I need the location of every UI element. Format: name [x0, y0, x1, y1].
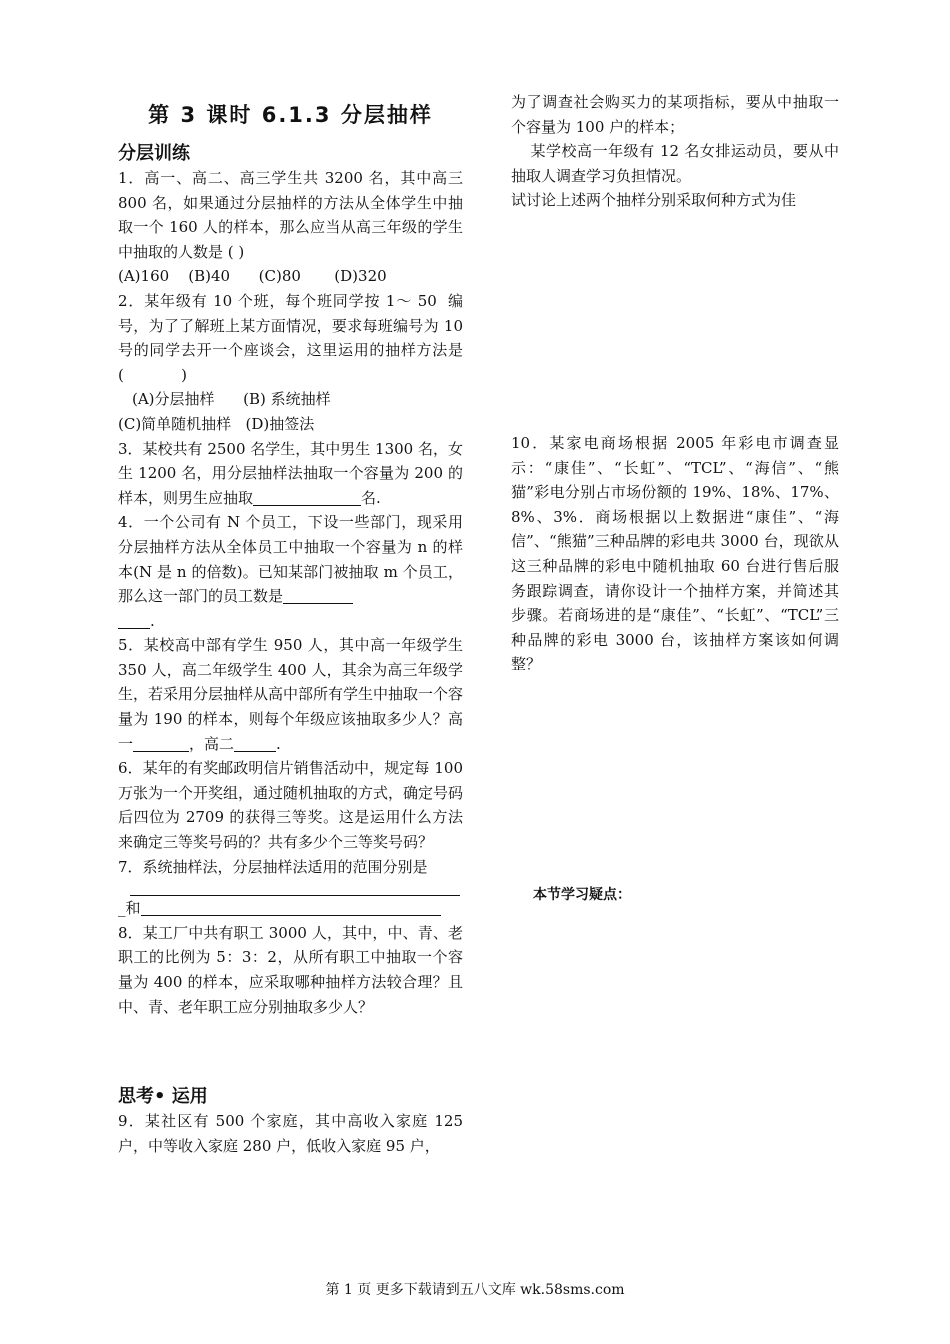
question-6: 6．某年的有奖邮政明信片销售活动中，规定每 100 万张为一个开奖组，通过随机抽取的方式，确定号码后四位为 2709 的获得三等奖。这是运用什么方法来确定三等奖号码的？共有多少个三等奖号码？: [118, 759, 464, 852]
answer-blank[interactable]: [130, 879, 460, 896]
question-9-continued: 为了调查社会购买力的某项指标，要从中抽取一个容量为 100 户的样本；: [511, 93, 839, 136]
question-4-text: 4．一个公司有 N 个员工，下设一些部门，现采用分层抽样方法从全体员工中抽取一个容量为 n 的样本(N 是 n 的倍数)。已知某部门被抽取 m 个员工，那么这一部门的员工数是: [118, 513, 463, 606]
page-footer: 第 1 页 更多下载请到五八文库 wk.58sms.com: [325, 1282, 625, 1298]
question-5: [118, 633, 463, 756]
section-heading-training: 分层训练: [118, 143, 190, 164]
answer-blank[interactable]: [141, 899, 441, 916]
answer-blank[interactable]: [253, 489, 361, 506]
question-3-text: 3．某校共有 2500 名学生，其中男生 1300 名，女生 1200 名，用分层抽样法抽取一个容量为 200 的样本，则男生应抽取: [118, 439, 463, 507]
question-3: [118, 437, 463, 511]
question-9-part2: 某学校高一年级有 12 名女排运动员，要从中抽取人调查学习负担情况。: [511, 142, 839, 185]
question-7-text: 7．系统抽样法，分层抽样法适用的范围分别是: [118, 857, 428, 876]
question-5-mid: ，高二: [189, 734, 235, 753]
question-1: 1．高一、高二、高三学生共 3200 名，其中高三 800 名，如果通过分层抽样的方法从全体学生中抽取一个 160 人的样本，那么应当从高三年级的学生中抽取的人数是 ( ): [118, 169, 463, 261]
question-4: [118, 510, 463, 633]
question-2: 2．某年级有 10 个班，每个班同学按 1～ 50 编号，为了了解班上某方面情况，要求每班编号为 10 号的同学去开一个座谈会，这里运用的抽样方法是 ( ): [118, 291, 607, 384]
section-heading-thinking: 思考• 运用: [118, 1086, 208, 1108]
question-5-text: 5．某校高中部有学生 950 人，其中高一年级学生 350 人，高二年级学生 400 人，其余为高三年级学生，若采用分层抽样从高中部所有学生中抽取一个容量为 190 的样本，则每个年级应该抽取多少人？高一: [118, 636, 464, 753]
question-9-start: 9．某社区有 500 个家庭，其中高收入家庭 125 户，中等收入家庭 280 户，低收入家庭 95 户，: [118, 1112, 463, 1155]
question-7: [118, 855, 463, 880]
question-2-options-b: (C)简单随机抽样 (D)抽签法: [118, 414, 315, 433]
question-9-prompt: 试讨论上述两个抽样分别采取何种方式为佳: [511, 191, 797, 210]
answer-blank[interactable]: [283, 587, 353, 604]
page-title: 第 3 课时 6.1.3 分层抽样: [148, 103, 433, 127]
answer-blank-grade1[interactable]: [133, 735, 189, 752]
question-3-tail: 名.: [361, 488, 381, 507]
question-5-tail: .: [276, 734, 281, 753]
question-7-line2: [118, 896, 463, 921]
study-doubts-label: 本节学习疑点：: [533, 886, 631, 903]
question-4-tail: .: [150, 611, 155, 630]
question-1-options: (A)160 (B)40 (C)80 (D)320: [118, 267, 387, 286]
question-10: 10．某家电商场根据 2005 年彩电市调查显示：“康佳”、“长虹”、“TCL”、“海信”、“熊猫”彩电分别占市场份额的 19%、18%、17%、8%、3%．商场根据以上数据进“康佳”、“海信”、“熊猫”三种品牌的彩电共 3000 台，现欲从这三种品牌的彩电中随机抽取 60 台进行售后服务跟踪调查，请你设计一个抽样方案，并简述其步骤。若商场进的是“康佳”、“长虹”、“TCL”三种品牌的彩电 3000 台，该抽样方案该如何调整？: [511, 433, 839, 674]
right-column: [511, 90, 839, 908]
answer-blank-grade2[interactable]: [234, 735, 276, 752]
question-7-and: _和: [118, 899, 141, 918]
question-8: 8．某工厂中共有职工 3000 人，其中，中、青、老职工的比例为 5：3：2，从所有职工中抽取一个容量为 400 的样本，应采取哪种抽样方法较合理？且中、青、老年职工应分别抽取多少人？: [118, 923, 463, 1016]
answer-blank[interactable]: [118, 612, 150, 629]
question-2-options-a: (A)分层抽样 (B) 系统抽样: [132, 390, 331, 409]
